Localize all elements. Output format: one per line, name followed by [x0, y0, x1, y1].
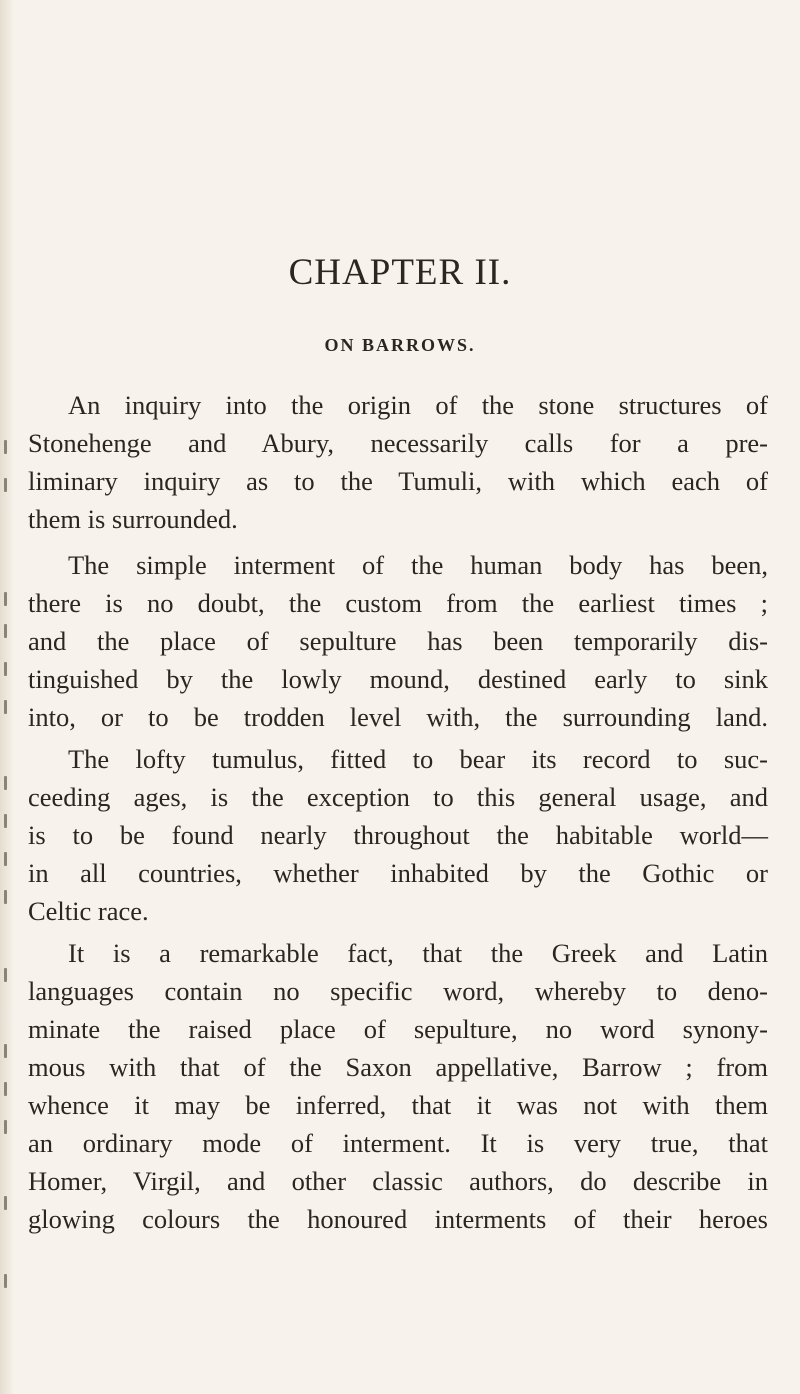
text-line: an ordinary mode of interment. It is very true, that	[28, 1128, 768, 1158]
gutter-mark	[4, 440, 7, 454]
gutter-mark	[4, 968, 7, 982]
text-line: languages contain no specific word, whereby to deno-	[28, 976, 768, 1006]
text-line: them is surrounded.	[28, 504, 238, 534]
gutter-mark	[4, 662, 7, 676]
text-line: is to be found nearly throughout the habitable world—	[28, 820, 768, 850]
text-line: Stonehenge and Abury, necessarily calls for a pre-	[28, 428, 768, 458]
gutter-mark	[4, 852, 7, 866]
text-line: ceeding ages, is the exception to this general usage, and	[28, 782, 768, 812]
text-line: Homer, Virgil, and other classic authors, do describe in	[28, 1166, 768, 1196]
text-line: liminary inquiry as to the Tumuli, with which each of	[28, 466, 768, 496]
chapter-title: CHAPTER II.	[288, 252, 512, 293]
text-line: tinguished by the lowly mound, destined early to sink	[28, 664, 768, 694]
text-line: into, or to be trodden level with, the surrounding land.	[28, 702, 768, 732]
gutter-mark	[4, 890, 7, 904]
text-line: An inquiry into the origin of the stone structures of	[68, 390, 768, 420]
gutter-mark	[4, 624, 7, 638]
section-title: ON BARROWS.	[324, 335, 476, 355]
gutter-mark	[4, 1044, 7, 1058]
text-line: whence it may be inferred, that it was not with them	[28, 1090, 768, 1120]
text-line: glowing colours the honoured interments of their heroes	[28, 1204, 768, 1234]
gutter-mark	[4, 478, 7, 492]
text-line: The lofty tumulus, fitted to bear its record to suc-	[68, 744, 768, 774]
gutter-mark	[4, 592, 7, 606]
gutter-mark	[4, 1120, 7, 1134]
page-gutter-shadow	[0, 0, 14, 1394]
gutter-mark	[4, 776, 7, 790]
gutter-mark	[4, 1082, 7, 1096]
text-line: It is a remarkable fact, that the Greek and Latin	[68, 938, 768, 968]
text-line: The simple interment of the human body has been,	[68, 550, 768, 580]
gutter-mark	[4, 700, 7, 714]
text-line: and the place of sepulture has been temporarily dis-	[28, 626, 768, 656]
text-line: in all countries, whether inhabited by the Gothic or	[28, 858, 768, 888]
text-line: minate the raised place of sepulture, no word synony-	[28, 1014, 768, 1044]
text-line: Celtic race.	[28, 896, 149, 926]
text-line: there is no doubt, the custom from the earliest times ;	[28, 588, 768, 618]
text-line: mous with that of the Saxon appellative, Barrow ; from	[28, 1052, 768, 1082]
gutter-mark	[4, 814, 7, 828]
gutter-mark	[4, 1196, 7, 1210]
gutter-mark	[4, 1274, 7, 1288]
